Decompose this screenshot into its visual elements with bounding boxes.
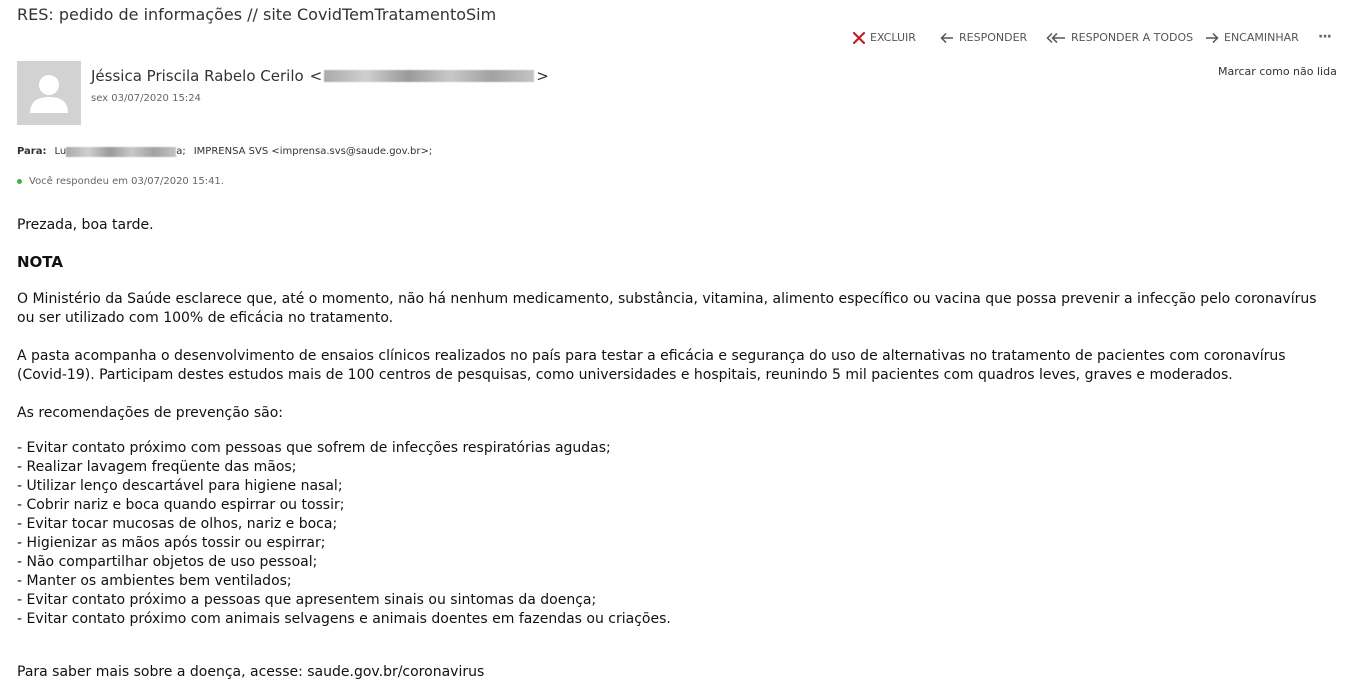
ellipsis-icon: ··· — [1318, 29, 1331, 45]
reply-arrow-icon — [940, 32, 954, 44]
list-item: - Cobrir nariz e boca quando espirrar ou tossir; — [17, 497, 345, 513]
sender-email-open: < — [309, 67, 323, 85]
recommendations-intro: As recomendações de prevenção são: — [17, 405, 283, 421]
greeting: Prezada, boa tarde. — [17, 217, 154, 233]
closing-line: Para saber mais sobre a doença, acesse: saude.gov.br/coronavirus — [17, 664, 485, 680]
more-actions-button[interactable] — [1318, 29, 1331, 45]
recipient-2[interactable]: IMPRENSA SVS <imprensa.svs@saude.gov.br>; — [193, 146, 433, 157]
mark-unread-link[interactable]: Marcar como não lida — [1218, 65, 1337, 78]
reply-button[interactable] — [940, 31, 1027, 44]
close-x-icon — [853, 32, 865, 44]
recipient-1-suffix: a; — [176, 146, 186, 157]
email-body — [17, 216, 1327, 682]
sender-line — [91, 67, 549, 85]
email-subject: RES: pedido de informações // site CovidTemTratamentoSim — [17, 5, 497, 24]
delete-button[interactable] — [853, 31, 916, 44]
recipients-row — [17, 146, 432, 157]
forward-arrow-icon — [1205, 32, 1219, 44]
paragraph-1: O Ministério da Saúde esclarece que, até o momento, não há nenhum medicamento, substância, vitamina, alimento específico ou vacina que possa prevenir a infecção pelo coronavírus ou ser utilizado com 100% de eficácia no tratamento. — [17, 291, 1317, 326]
list-item: - Evitar contato próximo a pessoas que apresentem sinais ou sintomas da doença; — [17, 592, 597, 608]
redacted-recipient — [66, 147, 176, 157]
redacted-sender-email — [324, 70, 534, 82]
list-item: - Não compartilhar objetos de uso pessoal; — [17, 554, 318, 570]
paragraph-2: A pasta acompanha o desenvolvimento de ensaios clínicos realizados no país para testar a eficácia e segurança do uso de alternativas no tratamento de pacientes com coronavírus (Covid-19). Participam destes estudos mais de 100 centros de pesquisas, como universidades e hospitais, reunindo 5 mil pacientes com quadros leves, graves e moderados. — [17, 348, 1286, 383]
list-item: - Evitar tocar mucosas de olhos, nariz e boca; — [17, 516, 338, 532]
status-dot-icon — [17, 179, 22, 184]
body-heading: NOTA — [17, 253, 63, 271]
forward-label: ENCAMINHAR — [1224, 31, 1299, 44]
sent-date: sex 03/07/2020 15:24 — [91, 93, 201, 104]
reply-label: RESPONDER — [959, 31, 1028, 44]
to-label: Para: — [17, 146, 47, 157]
reply-all-label: RESPONDER A TODOS — [1071, 31, 1194, 44]
action-toolbar — [0, 31, 1357, 49]
list-item: - Evitar contato próximo com pessoas que sofrem de infecções respiratórias agudas; — [17, 440, 611, 456]
sender-email-close: > — [536, 67, 549, 85]
list-item: - Evitar contato próximo com animais selvagens e animais doentes em fazendas ou criações. — [17, 611, 671, 627]
sender-name[interactable]: Jéssica Priscila Rabelo Cerilo — [91, 67, 304, 85]
list-item: - Realizar lavagem freqüente das mãos; — [17, 459, 297, 475]
replied-text: Você respondeu em 03/07/2020 15:41. — [29, 176, 224, 187]
forward-button[interactable] — [1205, 31, 1299, 44]
recipient-1-prefix: Lu — [54, 146, 67, 157]
list-item: - Higienizar as mãos após tossir ou espirrar; — [17, 535, 326, 551]
reply-all-arrow-icon — [1046, 32, 1066, 44]
recommendations-list — [17, 439, 1327, 629]
reply-all-button[interactable] — [1046, 31, 1193, 44]
delete-label: EXCLUIR — [870, 31, 916, 44]
avatar — [17, 61, 81, 125]
person-silhouette-icon — [17, 61, 81, 125]
replied-notice — [17, 176, 224, 187]
list-item: - Manter os ambientes bem ventilados; — [17, 573, 292, 589]
list-item: - Utilizar lenço descartável para higiene nasal; — [17, 478, 343, 494]
